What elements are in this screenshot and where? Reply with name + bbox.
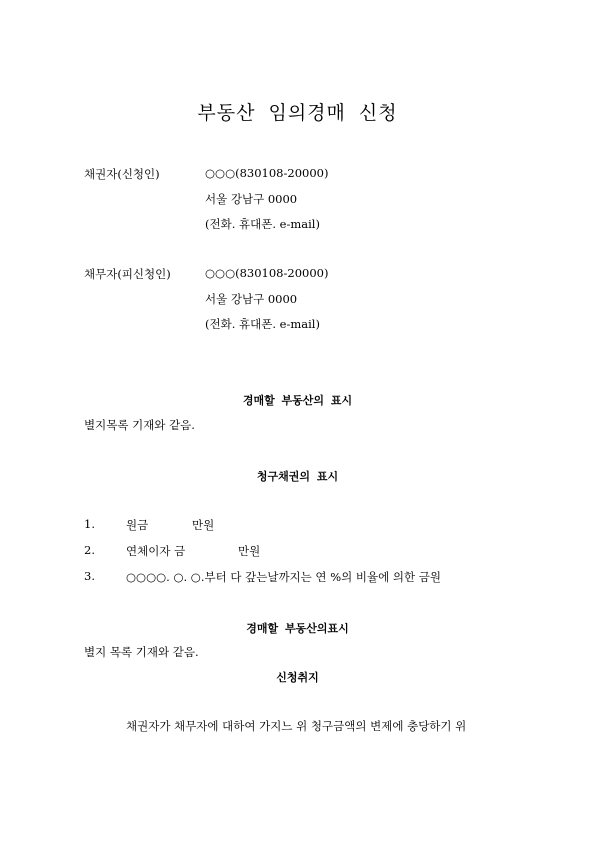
property-text-2: 별지 목록 기재와 같음. [84,645,199,659]
creditor-label: 채권자(신청인) [84,167,160,181]
property-heading: 경매할 부동산의 표시 [242,394,353,407]
debtor-label: 채무자(피신청인) [84,267,171,281]
claim-2-number: 2. [84,543,95,557]
property-text: 별지목록 기재와 같음. [84,418,195,432]
creditor-address: 서울 강남구 0000 [205,192,298,206]
purpose-heading: 신청취지 [276,671,319,684]
debtor-address: 서울 강남구 0000 [205,292,298,306]
purpose-text: 채권자가 채무자에 대하여 가지느 위 청구금액의 변제에 충당하기 위 [126,719,467,733]
claim-1-unit: 만원 [192,518,215,532]
document-title: 부동산 임의경매 신청 [197,102,398,124]
debtor-name-id: ○○○(830108-20000) [205,266,329,280]
claim-2-unit: 만원 [238,544,261,558]
creditor-contact: (전화. 휴대폰. e-mail) [205,217,320,231]
claim-1-number: 1. [84,517,95,531]
claim-3-number: 3. [84,569,95,583]
creditor-name-id: ○○○(830108-20000) [205,166,329,180]
claim-heading: 청구채권의 표시 [256,470,339,483]
property-heading-2: 경매할 부동산의표시 [246,622,349,635]
claim-1-label: 원금 [126,518,149,532]
claim-3-text: ○○○○. ○. ○.부터 다 갚는날까지는 연 %의 비율에 의한 금원 [126,570,441,584]
claim-2-label: 연체이자 금 [126,544,186,558]
debtor-contact: (전화. 휴대폰. e-mail) [205,317,320,331]
